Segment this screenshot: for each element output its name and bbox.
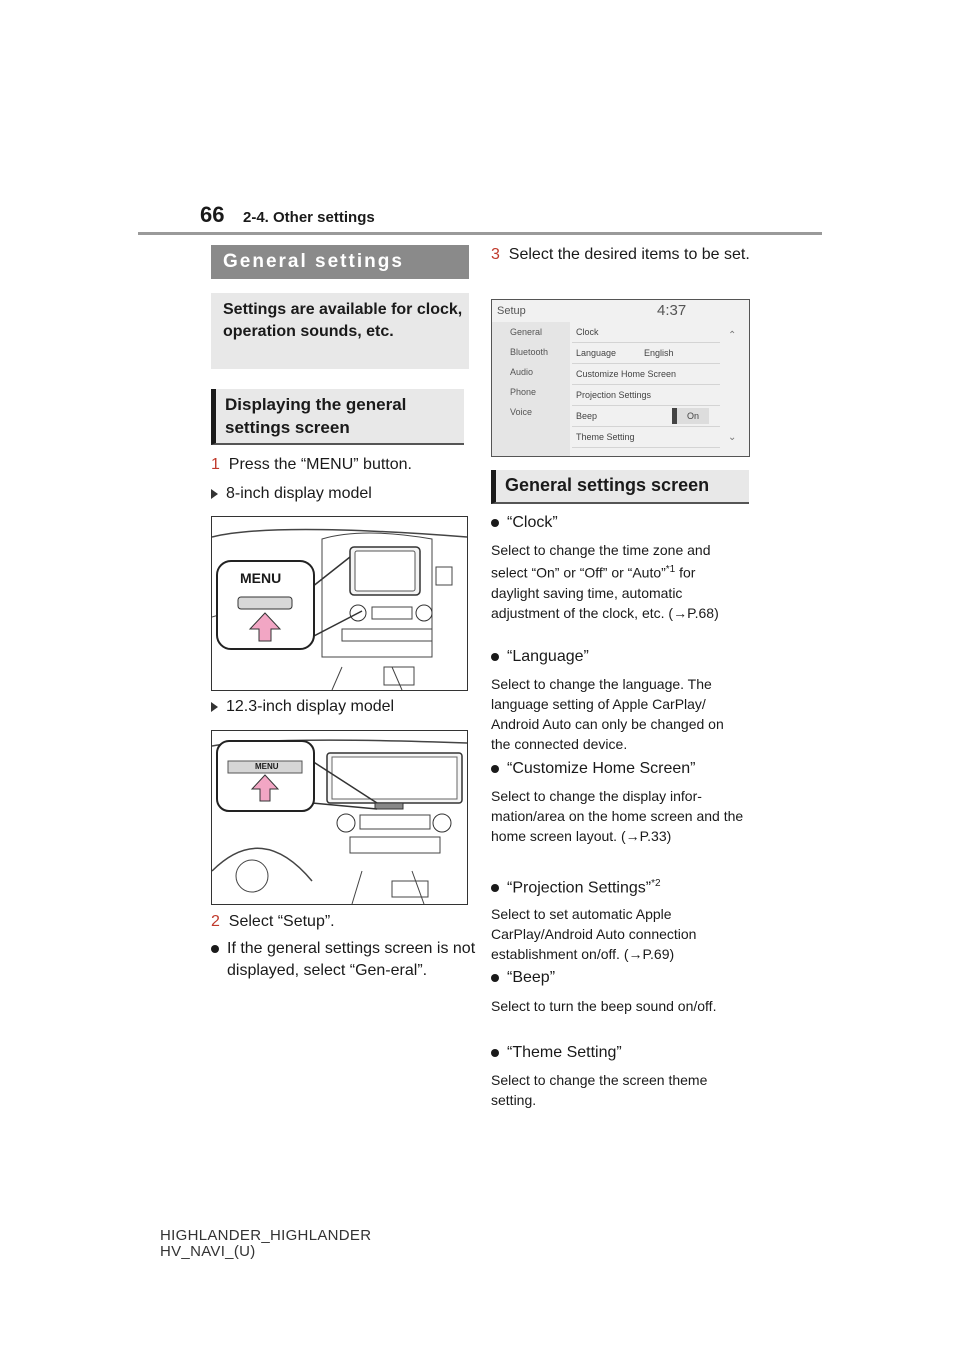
bullet-icon	[491, 653, 499, 661]
screen-time: 4:37	[657, 302, 687, 319]
main-item-language[interactable]: Language English	[572, 343, 720, 364]
step-2: 2 Select “Setup”.	[211, 913, 335, 930]
language-value: English	[644, 348, 674, 358]
item-language-heading: “Language”	[491, 647, 589, 667]
dashboard-8-illustration	[212, 517, 467, 690]
step-3: 3 Select the desired items to be set.	[491, 246, 750, 263]
side-item-bluetooth[interactable]: Bluetooth	[510, 347, 549, 357]
step-1: 1 Press the “MENU” button.	[211, 456, 412, 473]
general-settings-screen-title: General settings screen	[491, 470, 749, 504]
bullet-general: If the general settings screen is not displayed, select “Gen-eral”.	[211, 938, 485, 982]
main-item-projection[interactable]: Projection Settings	[572, 385, 720, 406]
figure-12-inch-dashboard	[211, 730, 468, 905]
scroll-up-icon[interactable]: ⌃	[728, 330, 737, 341]
menu-label-8: MENU	[240, 570, 282, 586]
scroll-down-icon[interactable]: ⌄	[728, 432, 737, 443]
side-item-voice[interactable]: Voice	[510, 407, 533, 417]
item-projection-body: Select to set automatic Apple CarPlay/Android Auto connection establishment on/off. (→P.69)	[491, 906, 697, 962]
footer-model: HIGHLANDER_HIGHLANDER HV_NAVI_(U)	[160, 1227, 372, 1260]
bullet-icon	[491, 974, 499, 982]
screen-sidebar	[492, 322, 570, 456]
general-settings-description: Settings are available for clock, operation sounds, etc.	[211, 293, 469, 369]
item-language-body: Select to change the language. The language setting of Apple CarPlay/ Android Auto can only be changed on the connected device.	[491, 676, 724, 752]
setup-screen	[491, 299, 750, 457]
general-settings-title: General settings	[211, 245, 469, 279]
main-item-theme[interactable]: Theme Setting	[572, 427, 720, 448]
menu-label-12: MENU	[255, 762, 279, 771]
dashboard-12-illustration	[212, 731, 467, 904]
main-item-beep[interactable]: Beep On	[572, 406, 720, 427]
side-item-audio[interactable]: Audio	[510, 367, 534, 377]
bullet-icon	[491, 519, 499, 527]
page-number: 66	[200, 202, 225, 227]
item-projection-heading: “Projection Settings”$^{*2}$	[491, 874, 661, 898]
triangle-icon	[211, 489, 218, 499]
header-rule	[138, 232, 822, 235]
displaying-screen-title: Displaying the general settings screen	[211, 389, 464, 445]
item-clock-body: Select to change the time zone and select “On” or “Off” or “Auto”$^{*1}$ for daylight saving time, automatic adjustment of the clock, etc. (→P.68)	[491, 542, 719, 621]
model-8-label: 8-inch display model	[211, 483, 372, 505]
bullet-icon	[211, 945, 219, 953]
screen-title: Setup	[497, 305, 526, 317]
bullet-icon	[491, 884, 499, 892]
beep-toggle[interactable]: On	[672, 408, 709, 424]
item-beep-body: Select to turn the beep sound on/off.	[491, 998, 717, 1014]
side-item-phone[interactable]: Phone	[510, 387, 537, 397]
bullet-icon	[491, 765, 499, 773]
item-customize-body: Select to change the display infor-mation/area on the home screen and the home screen layout. (→P.33)	[491, 788, 744, 844]
item-theme-heading: “Theme Setting”	[491, 1043, 622, 1063]
item-clock-heading: “Clock”	[491, 513, 558, 533]
bullet-icon	[491, 1049, 499, 1057]
screen-main-list	[572, 322, 720, 448]
main-item-clock[interactable]: Clock	[572, 322, 720, 343]
main-item-customize[interactable]: Customize Home Screen	[572, 364, 720, 385]
item-theme-body: Select to change the screen theme setting.	[491, 1072, 708, 1108]
item-beep-heading: “Beep”	[491, 968, 555, 988]
section-header: 2-4. Other settings	[243, 209, 375, 226]
item-customize-heading: “Customize Home Screen”	[491, 759, 696, 779]
model-12-label: 12.3-inch display model	[211, 696, 394, 718]
side-item-general[interactable]: General	[510, 327, 543, 337]
screen-top-bar	[492, 300, 749, 322]
figure-8-inch-dashboard	[211, 516, 468, 691]
triangle-icon	[211, 702, 218, 712]
